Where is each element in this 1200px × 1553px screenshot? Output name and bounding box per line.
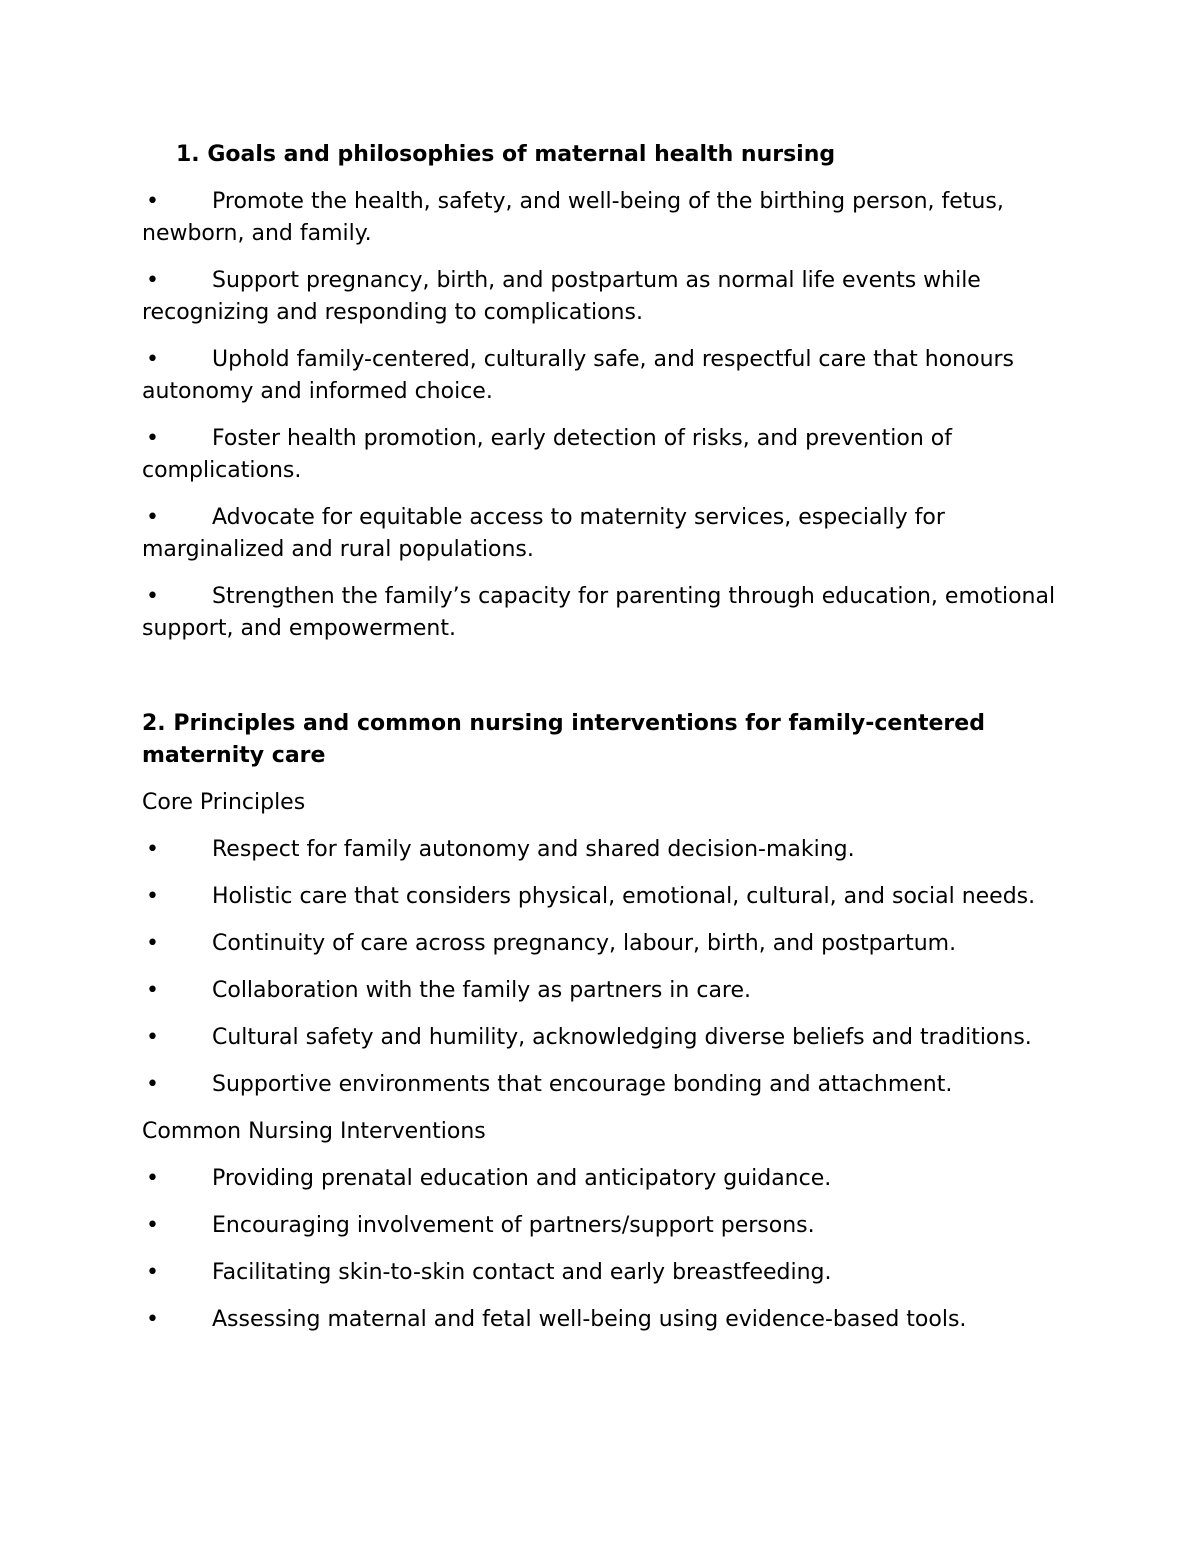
bullet-icon: • bbox=[146, 1307, 159, 1332]
core-principles-list bbox=[142, 834, 1072, 1101]
list-item bbox=[142, 1163, 1072, 1195]
bullet-icon: • bbox=[146, 1213, 159, 1238]
list-item bbox=[142, 881, 1072, 913]
bullet-icon: • bbox=[146, 505, 159, 530]
list-item bbox=[142, 423, 1072, 487]
list-item-text: Promote the health, safety, and well-being of the birthing person, fetus, newborn, and family. bbox=[142, 189, 1004, 246]
list-item bbox=[142, 834, 1072, 866]
list-item-text: Facilitating skin-to-skin contact and early breastfeeding. bbox=[212, 1260, 832, 1285]
list-item-text: Uphold family-centered, culturally safe, and respectful care that honours autonomy and informed choice. bbox=[142, 347, 1015, 404]
document-body bbox=[142, 139, 1072, 1351]
list-item-text: Continuity of care across pregnancy, labour, birth, and postpartum. bbox=[212, 931, 957, 956]
list-item bbox=[142, 1210, 1072, 1242]
bullet-icon: • bbox=[146, 1166, 159, 1191]
list-item bbox=[142, 265, 1072, 329]
list-item-text: Holistic care that considers physical, emotional, cultural, and social needs. bbox=[212, 884, 1036, 909]
list-item-text: Respect for family autonomy and shared decision-making. bbox=[212, 837, 855, 862]
bullet-icon: • bbox=[146, 837, 159, 862]
list-item bbox=[142, 1069, 1072, 1101]
list-item bbox=[142, 186, 1072, 250]
list-item-text: Cultural safety and humility, acknowledging diverse beliefs and traditions. bbox=[212, 1025, 1032, 1050]
list-item-text: Strengthen the family’s capacity for parenting through education, emotional support, and empowerment. bbox=[142, 584, 1056, 641]
list-item bbox=[142, 502, 1072, 566]
bullet-icon: • bbox=[146, 426, 159, 451]
bullet-icon: • bbox=[146, 1260, 159, 1285]
list-item-text: Foster health promotion, early detection of risks, and prevention of complications. bbox=[142, 426, 952, 483]
list-item bbox=[142, 344, 1072, 408]
bullet-icon: • bbox=[146, 1072, 159, 1097]
list-item-text: Encouraging involvement of partners/support persons. bbox=[212, 1213, 815, 1238]
bullet-icon: • bbox=[146, 931, 159, 956]
section-1-goals-list bbox=[142, 186, 1072, 645]
nursing-interventions-label: Common Nursing Interventions bbox=[142, 1119, 486, 1144]
list-item-text: Support pregnancy, birth, and postpartum as normal life events while recognizing and responding to complications. bbox=[142, 268, 981, 325]
nursing-interventions-list bbox=[142, 1163, 1072, 1336]
list-item-text: Assessing maternal and fetal well-being using evidence-based tools. bbox=[212, 1307, 967, 1332]
bullet-icon: • bbox=[146, 884, 159, 909]
bullet-icon: • bbox=[146, 268, 159, 293]
bullet-icon: • bbox=[146, 347, 159, 372]
list-item bbox=[142, 1257, 1072, 1289]
section-2-heading: 2. Principles and common nursing interventions for family-centered maternity care bbox=[142, 711, 985, 768]
list-item-text: Collaboration with the family as partners in care. bbox=[212, 978, 752, 1003]
list-item-text: Supportive environments that encourage bonding and attachment. bbox=[212, 1072, 953, 1097]
list-item bbox=[142, 581, 1072, 645]
list-item-text: Providing prenatal education and anticipatory guidance. bbox=[212, 1166, 832, 1191]
list-item bbox=[142, 1304, 1072, 1336]
bullet-icon: • bbox=[146, 978, 159, 1003]
bullet-icon: • bbox=[146, 584, 159, 609]
core-principles-label: Core Principles bbox=[142, 790, 306, 815]
section-1-heading: 1. Goals and philosophies of maternal health nursing bbox=[176, 142, 836, 167]
bullet-icon: • bbox=[146, 189, 159, 214]
bullet-icon: • bbox=[146, 1025, 159, 1050]
list-item-text: Advocate for equitable access to maternity services, especially for marginalized and rural populations. bbox=[142, 505, 945, 562]
list-item bbox=[142, 975, 1072, 1007]
list-item bbox=[142, 1022, 1072, 1054]
list-item bbox=[142, 928, 1072, 960]
